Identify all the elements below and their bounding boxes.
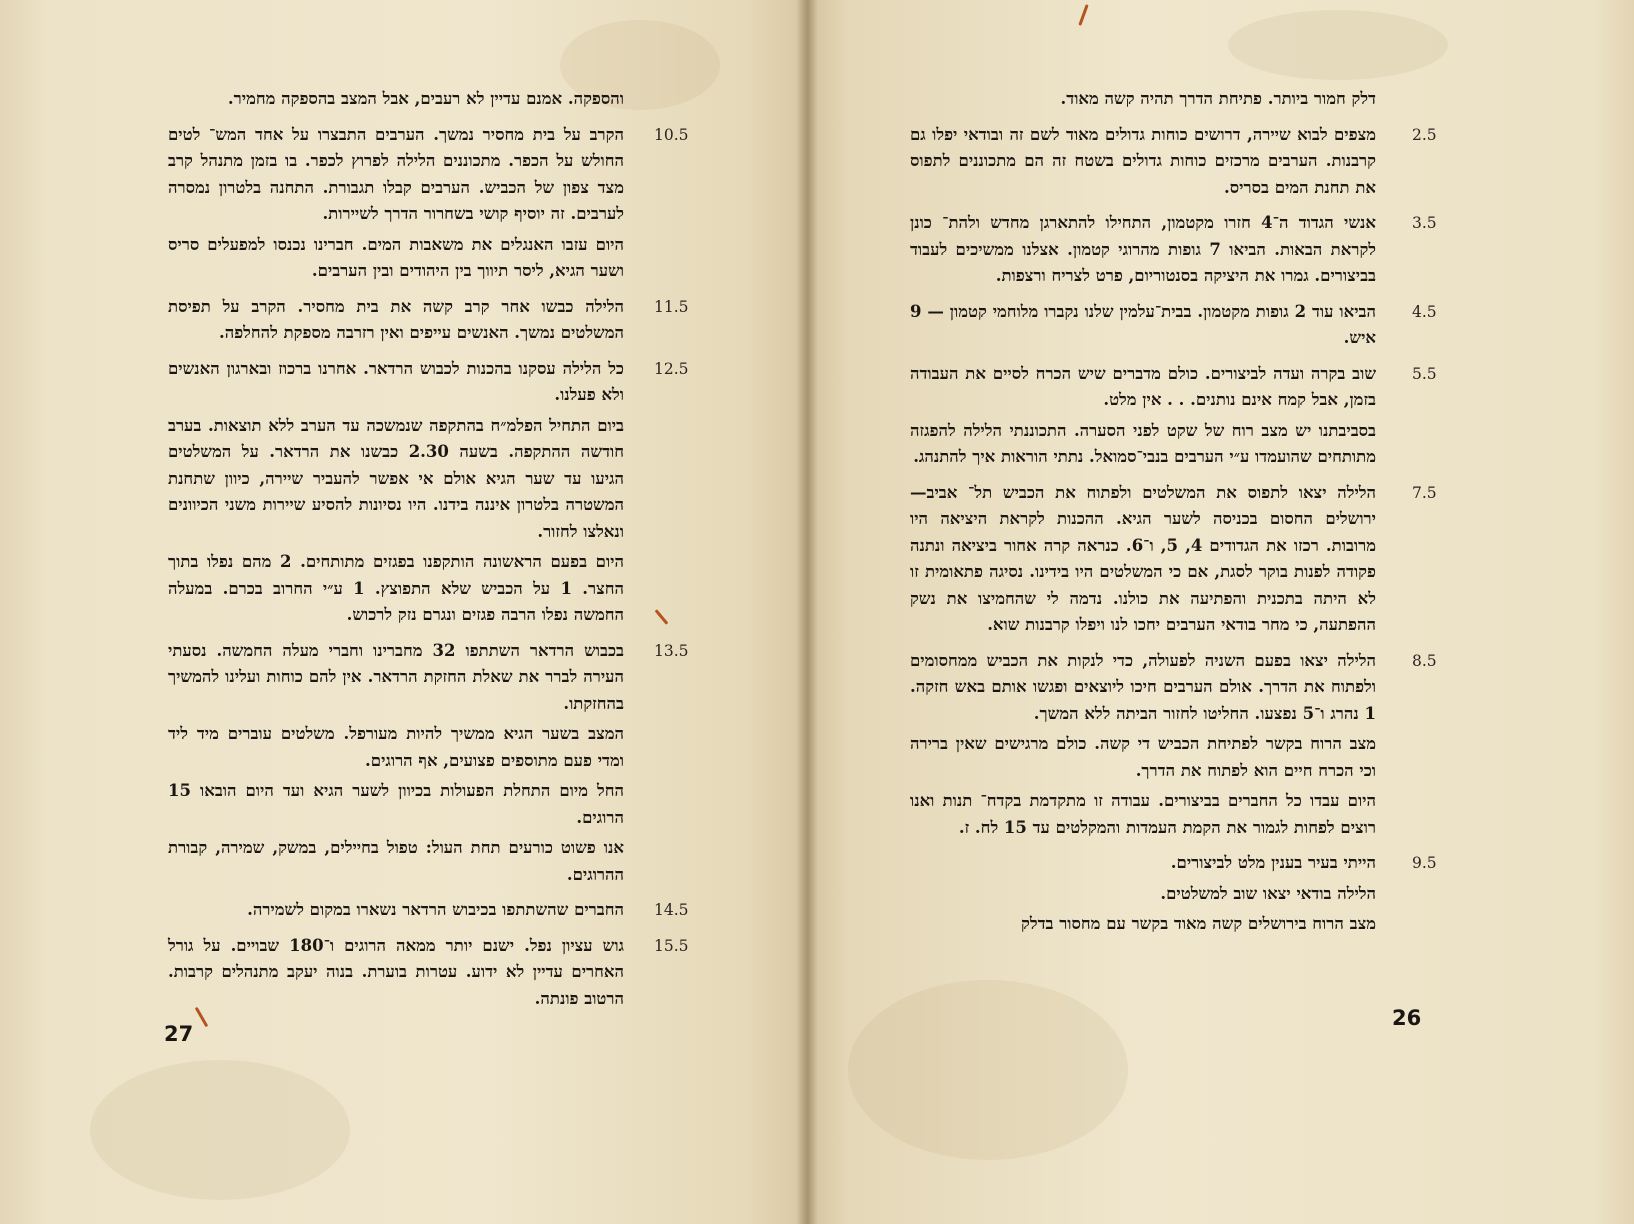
entry-paragraph: בכבוש הרדאר השתתפו 32 מחברינו וחברי מעלה החמשה. נסעתי העירה לברר את שאלת החזקת הרדאר. אין להם כוחות ועלינו להמשיך בהחזקתו. xyxy=(168,640,624,713)
entry-date: 12.5 xyxy=(654,359,689,378)
diary-entry xyxy=(168,933,689,1013)
diary-entry xyxy=(910,480,1437,639)
entry-paragraph: מצב הרוח בקשר לפתיחת הכביש די קשה. כולם מרגישים שאין ברירה וכי הכרח חיים הוא לפתוח את הדרך. xyxy=(910,734,1376,780)
entry-date: 15.5 xyxy=(654,936,689,955)
entry-paragraph: היום עבדו כל החברים בביצורים. עבודה זו מתקדמת בקדח־ תנות ואנו רוצים לפחות לגמור את הקמת העמדות והמקלטים עד 15 לח. ז. xyxy=(910,791,1376,837)
entry-paragraph: היום בפעם הראשונה הותקפנו בפגזים מתותחים. 2 מהם נפלו בתוך החצר. 1 על הכביש שלא התפוצץ. 1 ע״י החרוב בכרם. במעלה החמשה נפלו הרבה פגזים ונגרם נזק לרכוש. xyxy=(168,552,625,624)
paper-stain xyxy=(90,1060,350,1200)
book-gutter xyxy=(796,0,818,1224)
entry-date: 5.5 xyxy=(1412,364,1437,383)
entry-date: 13.5 xyxy=(654,641,689,660)
entry-paragraph: דלק חמור ביותר. פתיחת הדרך תהיה קשה מאוד. xyxy=(1060,89,1376,108)
entry-paragraph: הלילה כבשו אחר קרב קשה את בית מחסיר. הקרב על תפיסת המשלטים נמשך. האנשים עייפים ואין רזרבה מספקת להחלפה. xyxy=(168,296,624,342)
ink-mark xyxy=(655,609,669,625)
entry-paragraph: הלילה יצאו לתפוס את המשלטים ולפתוח את הכביש תל־ אביב—ירושלים החסום בכניסה לשער הגיא. ההכנות לקראת היציאה היו מרובות. רכזו את הגדודים 4, 5, ו־6. כנראה קרה אחור ביציאה ונתנה פקודה לפנות בוקר לסגת, אם כי המשלטים היו בידינו. נסיגה פתאומית זו לא היתה בתכנית והפתיעה את כולנו. נדמה לי שהחמיצו את נשק ההפתעה, כי מחר בודאי הערבים יחכו לנו ויפלו קרבנות שוא. xyxy=(910,482,1377,634)
entry-paragraph: הלילה בודאי יצאו שוב למשלטים. xyxy=(1160,883,1376,903)
entry-paragraph: כל הלילה עסקנו בהכנות לכבוש הרדאר. אחרנו ברכוז ובארגון האנשים ולא פעלנו. xyxy=(168,358,624,404)
diary-entry xyxy=(910,361,1437,471)
left-page-text xyxy=(168,86,689,1021)
entry-paragraph: בסביבתנו יש מצב רוח של שקט לפני הסערה. התכוננתי הלילה להפגזה מתותחים שהועמדו ע״י הערבים בנבי־סמואל. נתתי הוראות איך להתנהג. xyxy=(910,420,1376,466)
entry-date: 9.5 xyxy=(1412,854,1437,872)
entry-paragraph: ביום התחיל הפלמ״ח בהתקפה שנמשכה עד הערב ללא תוצאות. בערב חודשה ההתקפה. בשעה 2.30 כבשנו את הרדאר. על המשלטים הגיעו עד שער הגיא אולם אי אפשר להעביר שיירה, כיוון שתחנת המשטרה בלטרון איננה בידנו. היו נסיונות להסיע שיירות משני הכיוונים ונאלצו לחזור. xyxy=(168,415,625,541)
entry-date: 3.5 xyxy=(1412,214,1437,232)
diary-entry xyxy=(168,356,689,629)
diary-entry xyxy=(910,122,1437,202)
entry-paragraph: הייתי בעיר בענין מלט לביצורים. xyxy=(1170,853,1376,872)
diary-entry xyxy=(168,86,624,113)
right-page xyxy=(808,0,1634,1224)
diary-entry xyxy=(168,897,689,924)
entry-date: 4.5 xyxy=(1412,302,1437,321)
entry-date: 8.5 xyxy=(1412,651,1437,670)
diary-entry xyxy=(910,210,1437,290)
diary-entry xyxy=(910,86,1376,113)
entry-paragraph: הקרב על בית מחסיר נמשך. הערבים התבצרו על אחד המש־ לטים החולש על הכפר. מתכוננים הלילה לפרוץ לכפר. בו בזמן מתנהל קרב מצד צפון של הכביש. הערבים קבלו תגבורת. התחנה בלטרון נמסרה לערבים. זה יוסיף קושי בשחרור הדרך לשיירות. xyxy=(168,124,624,223)
entry-paragraph: הביאו עוד 2 גופות מקטמון. בבית־עלמין שלנו נקברו מלוחמי קטמון — 9 איש. xyxy=(910,301,1376,347)
entry-paragraph: החברים שהשתתפו בכיבוש הרדאר נשארו במקום לשמירה. xyxy=(247,900,624,919)
entry-paragraph: אנו פשוט כורעים תחת העול: טפול בחיילים, במשק, שמירה, קבורת ההרוגים. xyxy=(168,838,624,884)
ink-mark xyxy=(1078,4,1088,26)
entry-paragraph: והספקה. אמנם עדיין לא רעבים, אבל המצב בהספקה מחמיר. xyxy=(227,89,624,108)
entry-paragraph: מצב הרוח בירושלים קשה מאוד בקשר עם מחסור בדלק xyxy=(1021,914,1376,933)
diary-entry xyxy=(168,638,689,889)
entry-date: 11.5 xyxy=(654,297,689,316)
entry-paragraph: שוב בקרה ועדה לביצורים. כולם מדברים שיש הכרח לסיים את העבודה בזמן, אבל קמח אינם נותנים. . . אין מלט. xyxy=(910,363,1376,409)
entry-paragraph: הלילה יצאו בפעם השניה לפעולה, כדי לנקות את הכביש ממחסומים ולפתוח את הדרך. אולם הערבים חיכו ליוצאים ופגשו אותם באש חזקה. 1 נהרג ו־5 נפצעו. החליטו לחזור הביתה ללא המשך. xyxy=(910,650,1376,723)
paper-stain xyxy=(848,980,1128,1160)
entry-paragraph: מצפים לבוא שיירה, דרושים כוחות גדולים מאוד לשם זה ובודאי יפלו גם קרבנות. הערבים מרכזים כוחות גדולים בשטח זה הם מתכוננים לתפוס את תחנת המים בסריס. xyxy=(910,124,1376,197)
diary-entry xyxy=(910,648,1437,842)
entry-paragraph: החל מיום התחלת הפעולות בכיוון לשער הגיא ועד היום הובאו 15 הרוגים. xyxy=(168,781,624,827)
diary-entry xyxy=(168,122,689,285)
entry-date: 2.5 xyxy=(1412,125,1437,144)
diary-entry xyxy=(910,850,1437,938)
page-number-left: 27 xyxy=(164,1022,194,1046)
paper-stain xyxy=(1228,10,1448,80)
diary-entry xyxy=(168,294,689,347)
entry-date: 7.5 xyxy=(1412,483,1437,502)
left-page xyxy=(0,0,808,1224)
entry-paragraph: גוש עציון נפל. ישנם יותר ממאה הרוגים ו־180 שבויים. על גורל האחרים עדיין לא ידוע. עטרות בוערת. בנוה יעקב מתנהלים קרבות. הרטוב פונתה. xyxy=(168,935,624,1008)
entry-paragraph: אנשי הגדוד ה־4 חזרו מקטמון, התחילו להתארגן מחדש ולהת־ כונן לקראת הבאות. הביאו 7 גופות מהרוגי קטמון. אצלנו ממשיכים לעבוד בביצורים. גמרו את היציקה בסנטוריום, פרט לצריח ורצפות. xyxy=(910,213,1376,285)
entry-paragraph: המצב בשער הגיא ממשיך להיות מעורפל. משלטים עוברים מיד ליד ומדי פעם מתוספים פצועים, אף הרוגים. xyxy=(168,724,624,770)
diary-entry xyxy=(910,299,1437,352)
entry-date: 10.5 xyxy=(654,125,689,144)
entry-date: 14.5 xyxy=(654,901,689,919)
entry-paragraph: היום עזבו האנגלים את משאבות המים. חברינו נכנסו למפעלים סריס ושער הגיא, ליסר תיווך בין היהודים ובין הערבים. xyxy=(168,234,624,280)
right-page-text xyxy=(910,86,1437,947)
page-number-right: 26 xyxy=(1392,1006,1422,1030)
